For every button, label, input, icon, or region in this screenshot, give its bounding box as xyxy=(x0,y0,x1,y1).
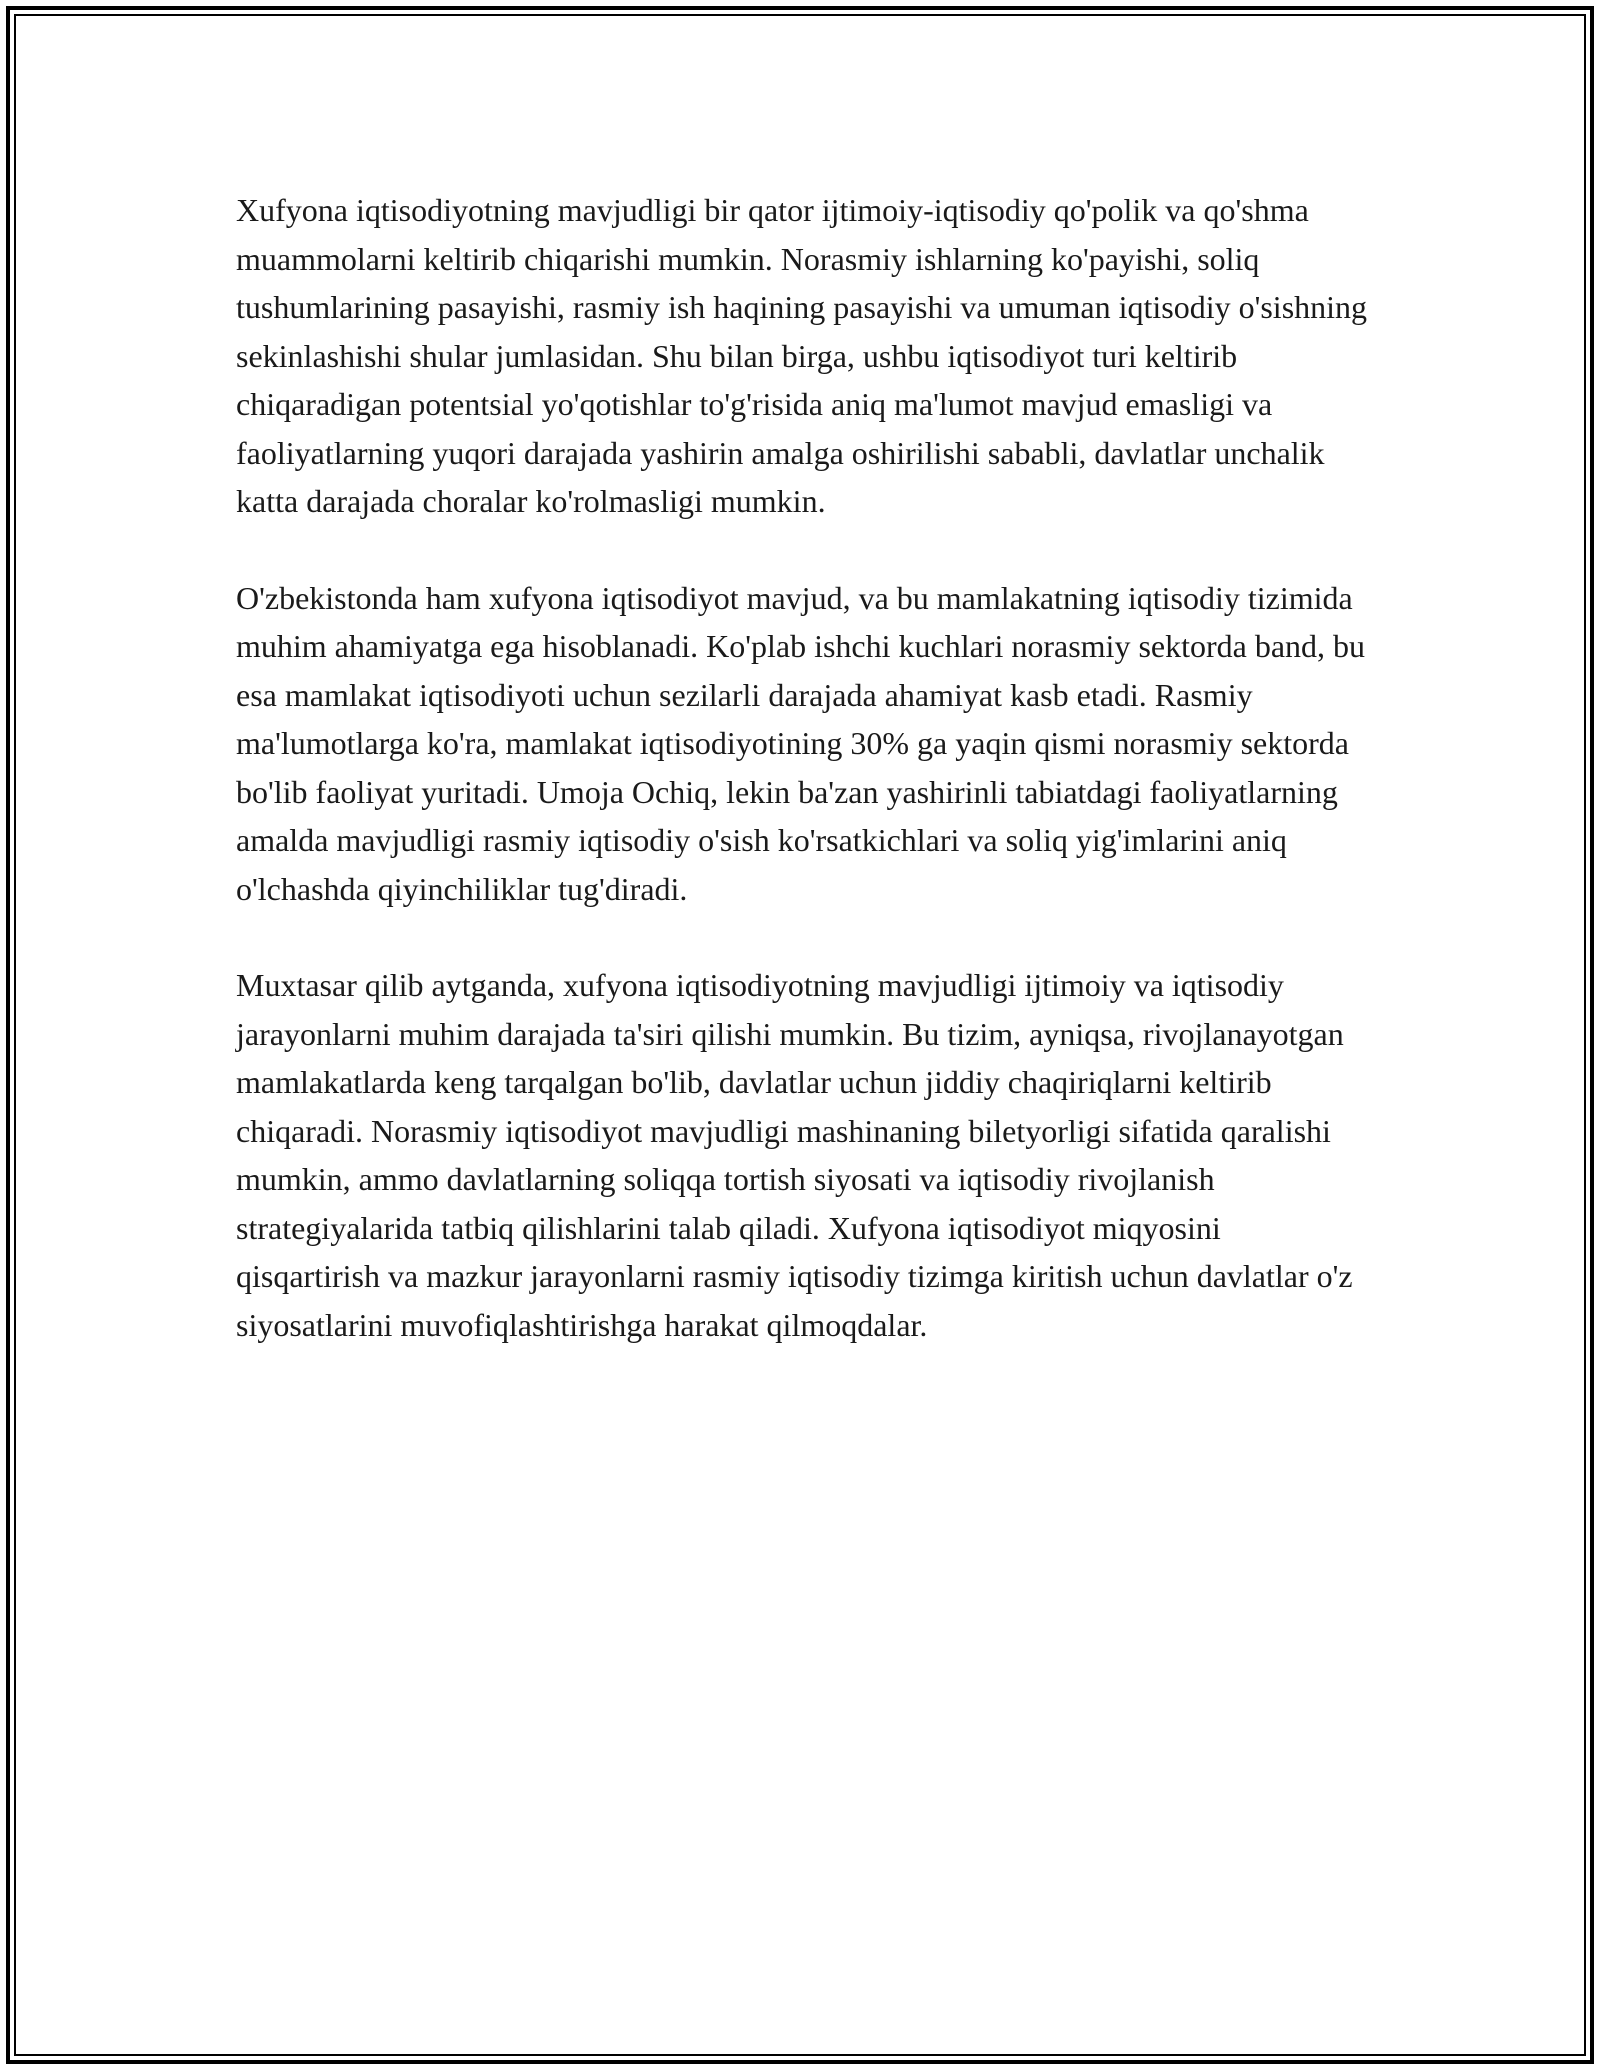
paragraph-2: O'zbekistonda ham xufyona iqtisodiyot mavjud, va bu mamlakatning iqtisodiy tizimida muhim ahamiyatga ega hisoblanadi. Ko'plab ishchi kuchlari norasmiy sektorda band, bu esa mamlakat iqtisodiyoti uchun sezilarli darajada ahamiyat kasb etadi. Rasmiy ma'lumotlarga ko'ra, mamlakat iqtisodiyotining 30% ga yaqin qismi norasmiy sektorda bo'lib faoliyat yuritadi. Umoja Ochiq, lekin ba'zan yashirinli tabiatdagi faoliyatlarning amalda mavjudligi rasmiy iqtisodiy o'sish ko'rsatkichlari va soliq yig'imlarini aniq o'lchashda qiyinchiliklar tug'diradi. xyxy=(236,579,1366,907)
paragraph-3: Muxtasar qilib aytganda, xufyona iqtisodiyotning mavjudligi ijtimoiy va iqtisodiy jarayonlarni muhim darajada ta'siri qilishi mumkin. Bu tizim, ayniqsa, rivojlanayotgan mamlakatlarda keng tarqalgan bo'lib, davlatlar uchun jiddiy chaqiriqlarni keltirib chiqaradi. Norasmiy iqtisodiyot mavjudligi mashinaning biletyorligi sifatida qaralishi mumkin, ammo davlatlarning soliqqa tortish siyosati va iqtisodiy rivojlanish strategiyalarida tatbiq qilishlarini talab qiladi. Xufyona iqtisodiyot miqyosini qisqartirish va mazkur jarayonlarni rasmiy iqtisodiy tizimga kiritish uchun davlatlar o'z siyosatlarini muvofiqlashtirishga harakat qilmoqdalar. xyxy=(236,967,1353,1343)
document-body xyxy=(236,186,1371,1397)
paragraph-1: Xufyona iqtisodiyotning mavjudligi bir qator ijtimoiy-iqtisodiy qo'polik va qo'shma muammolarni keltirib chiqarishi mumkin. Norasmiy ishlarning ko'payishi, soliq tushumlarining pasayishi, rasmiy ish haqining pasayishi va umuman iqtisodiy o'sishning sekinlashishi shular jumlasidan. Shu bilan birga, ushbu iqtisodiyot turi keltirib chiqaradigan potentsial yo'qotishlar to'g'risida aniq ma'lumot mavjud emasligi va faoliyatlarning yuqori darajada yashirin amalga oshirilishi sababli, davlatlar unchalik katta darajada choralar ko'rolmasligi mumkin. xyxy=(236,192,1368,519)
